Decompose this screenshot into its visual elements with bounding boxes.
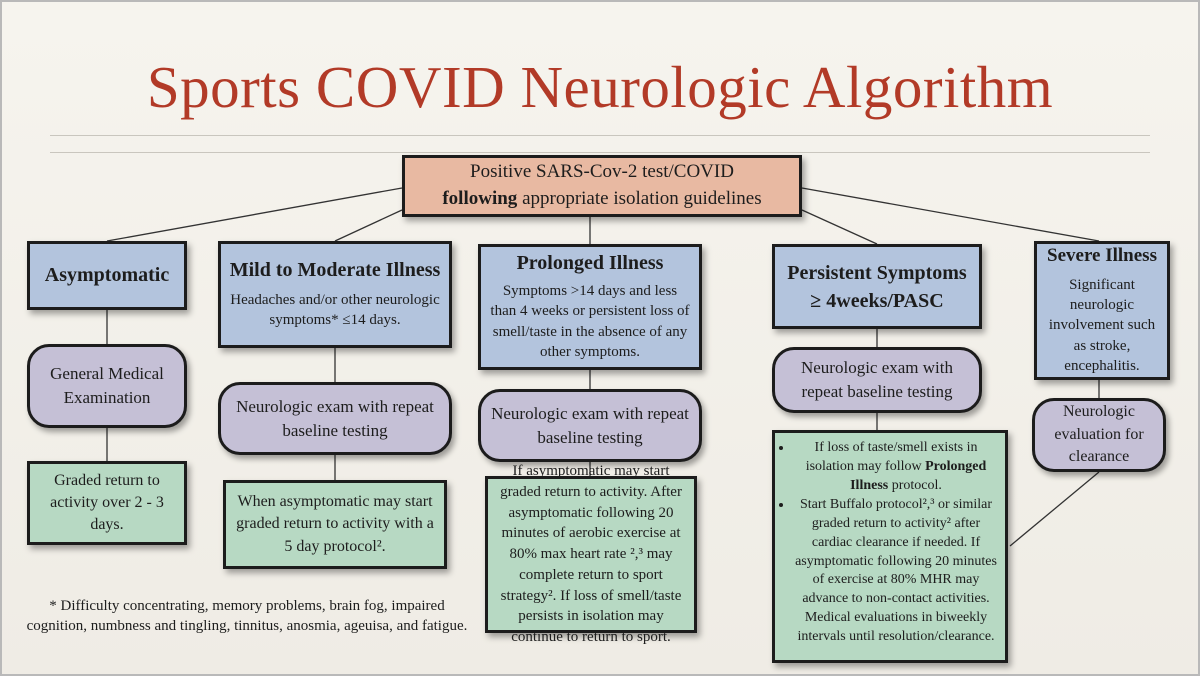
outcome-bullet xyxy=(793,439,999,495)
connector-root-persistent xyxy=(802,210,877,244)
category-description: Symptoms >14 days and less than 4 weeks or persistent loss of smell/taste in the absence of any other symptoms. xyxy=(490,283,690,360)
exam-neurologic-persistent xyxy=(772,347,982,413)
category-heading: Asymptomatic xyxy=(44,264,170,286)
exam-neurologic-mild xyxy=(218,382,452,455)
connector-severe-outcome xyxy=(1010,472,1099,546)
exam-label: Neurologic evaluation for clearance xyxy=(1054,403,1144,466)
root-node xyxy=(402,155,802,217)
connector-root-asymptomatic xyxy=(107,188,402,241)
connector-root-severe xyxy=(802,188,1099,241)
page-title: Sports COVID Neurologic Algorithm xyxy=(146,54,1054,120)
bullet-bold: Prolonged Illness xyxy=(850,458,987,493)
bullet-text: If loss of taste/smell exists in isolation may follow xyxy=(805,440,978,474)
root-line-2 xyxy=(442,186,761,213)
outcome-bullet-list xyxy=(775,439,1005,647)
category-description: Significant neurologic involvement such as stroke, encephalitis. xyxy=(1048,276,1156,374)
exam-label: Neurologic exam with repeat baseline testing xyxy=(236,396,434,440)
category-prolonged xyxy=(478,244,702,370)
category-heading: Persistent Symptoms ≥ 4weeks/PASC xyxy=(787,261,967,312)
outcome-prolonged xyxy=(485,463,697,645)
category-heading: Mild to Moderate Illness xyxy=(229,258,441,281)
bullet-text-end: protocol. xyxy=(888,477,942,493)
outcome-bullet xyxy=(793,496,999,646)
category-description: Headaches and/or other neurologic symptoms* ≤14 days. xyxy=(230,291,440,328)
exam-general-medical xyxy=(27,344,187,428)
root-bold-word: following xyxy=(442,188,518,209)
outcome-text: If asymptomatic may start graded return to activity. After asymptomatic following 20 minutes of aerobic exercise at 80% max heart rate ²,³ may complete return to sport strategy². If loss of smell/taste persists in isolation may continue to return to sport. xyxy=(500,463,682,645)
exam-label: Neurologic exam with repeat baseline testing xyxy=(491,403,689,447)
category-heading: Prolonged Illness xyxy=(516,252,664,274)
category-asymptomatic xyxy=(27,241,187,310)
bullet-text: Start Buffalo protocol²,³ or similar graded return to activity² after cardiac clearance if needed. If asymptomatic following 20 minutes of exercise at 80% MHR may advance to non-contact activities. Medical evaluations in biweekly intervals until resolution/clearance. xyxy=(795,497,997,644)
exam-neurologic-prolonged xyxy=(478,389,702,462)
category-mild-moderate xyxy=(218,241,452,348)
root-line-2-text: appropriate isolation guidelines xyxy=(517,188,762,209)
footnote: * Difficulty concentrating, memory problems, brain fog, impaired cognition, numbness and tingling, tinnitus, anosmia, ageuisa, and fatigue. xyxy=(26,598,468,635)
exam-label: Neurologic exam with repeat baseline testing xyxy=(800,358,953,401)
exam-label: General Medical Examination xyxy=(50,364,164,407)
outcome-text: Graded return to activity over 2 - 3 days. xyxy=(50,471,164,534)
category-persistent xyxy=(772,244,982,329)
root-line-1: Positive SARS-Cov-2 test/COVID xyxy=(470,161,734,183)
outcome-text: When asymptomatic may start graded return to activity with a 5 day protocol². xyxy=(236,493,434,555)
connector-root-mild xyxy=(335,210,402,241)
outcome-asymptomatic xyxy=(27,461,187,545)
category-heading: Severe Illness xyxy=(1047,244,1157,266)
outcome-mild-moderate xyxy=(223,480,447,569)
category-severe xyxy=(1034,241,1170,380)
outcome-persistent xyxy=(772,430,1008,663)
exam-neurologic-severe xyxy=(1032,398,1166,472)
